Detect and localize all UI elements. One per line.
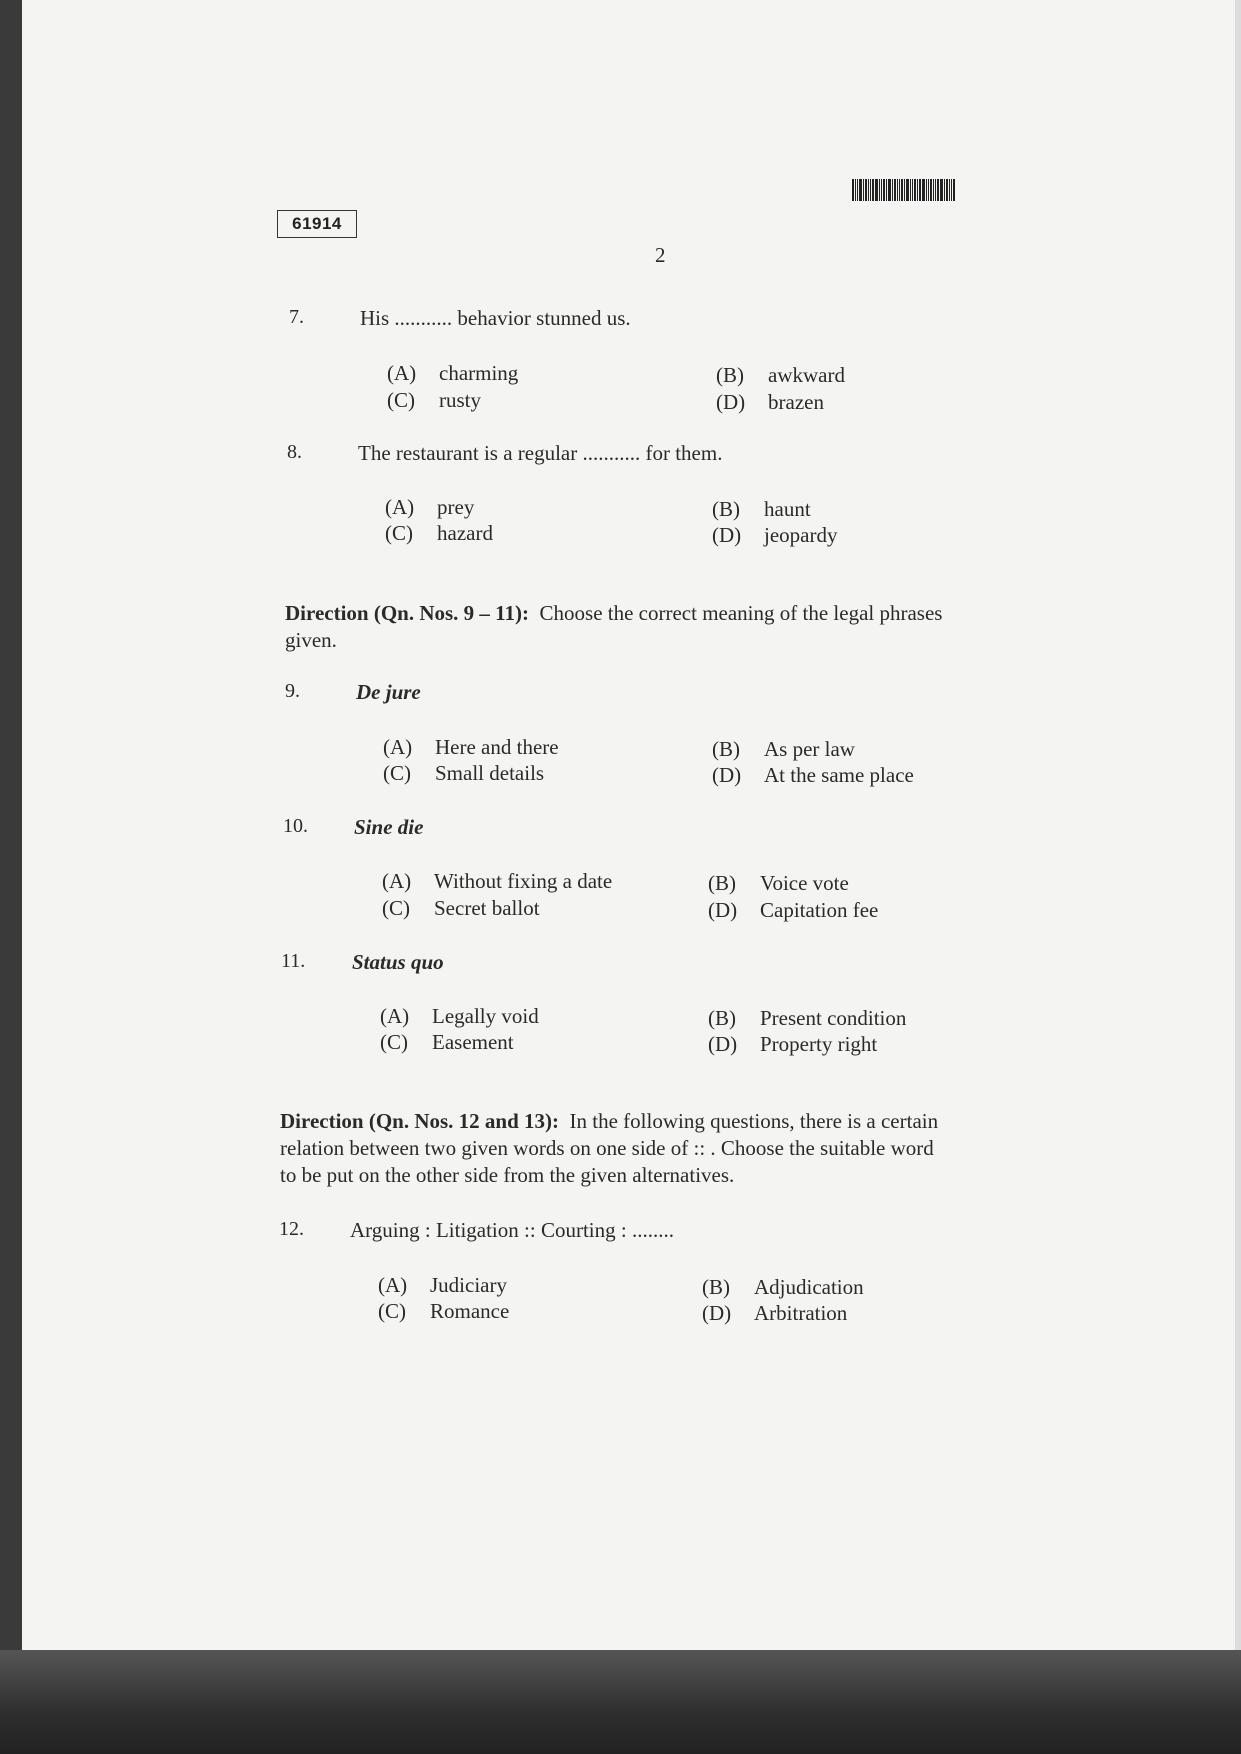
scanner-background <box>0 1650 1241 1754</box>
barcode-bar <box>928 179 929 201</box>
barcode-bar <box>870 179 871 201</box>
option-text: hazard <box>437 521 493 545</box>
option-d <box>712 523 837 548</box>
option-d <box>702 1301 847 1326</box>
question-number: 10. <box>283 815 308 837</box>
barcode-bar <box>881 179 882 201</box>
option-text: Easement <box>432 1030 514 1054</box>
option-text: haunt <box>764 497 811 521</box>
barcode-bar <box>919 179 921 201</box>
paper-code-box: 61914 <box>277 210 357 238</box>
option-d <box>712 763 914 788</box>
option-text: prey <box>437 495 475 519</box>
option-text: Capitation fee <box>760 898 879 922</box>
option-d <box>716 390 824 415</box>
barcode-bar <box>892 179 893 201</box>
option-letter: (D) <box>708 898 738 922</box>
option-letter: (C) <box>380 1030 408 1054</box>
option-letter: (A) <box>380 1004 410 1028</box>
option-text: charming <box>439 361 519 385</box>
barcode-bar <box>883 179 885 201</box>
barcode <box>852 179 983 201</box>
option-letter: (B) <box>712 737 740 761</box>
option-text: Without fixing a date <box>434 869 613 893</box>
barcode-bar <box>906 179 909 201</box>
barcode-bar <box>863 179 864 201</box>
barcode-bar <box>859 179 862 201</box>
option-text: Legally void <box>432 1004 539 1028</box>
direction-label: Direction (Qn. Nos. 9 – 11): <box>285 601 530 625</box>
barcode-bar <box>875 179 878 201</box>
direction-label: Direction (Qn. Nos. 12 and 13): <box>280 1109 560 1133</box>
direction-text-cont: given. <box>285 628 337 652</box>
option-letter: (C) <box>382 896 410 920</box>
question-number: 12. <box>279 1218 304 1240</box>
option-letter: (B) <box>712 497 740 521</box>
option-letter: (A) <box>387 361 417 385</box>
direction-block <box>285 600 1055 654</box>
barcode-bar <box>937 179 939 201</box>
option-text: Voice vote <box>760 871 849 895</box>
option-c <box>382 896 540 921</box>
barcode-bar <box>855 179 856 201</box>
option-letter: (B) <box>708 871 736 895</box>
question-number: 11. <box>281 950 306 972</box>
option-a <box>382 869 612 894</box>
option-b <box>716 363 845 388</box>
option-text: Judiciary <box>430 1273 507 1297</box>
option-text: Small details <box>435 761 545 785</box>
barcode-bar <box>914 179 916 201</box>
option-c <box>383 761 544 786</box>
barcode-bar <box>935 179 936 201</box>
option-text: brazen <box>768 390 824 414</box>
barcode-bar <box>926 179 927 201</box>
option-text: Arbitration <box>754 1301 848 1325</box>
legal-phrase: De jure <box>356 680 421 704</box>
option-text: Adjudication <box>754 1275 864 1299</box>
barcode-bar <box>879 179 880 201</box>
option-text: jeopardy <box>764 523 838 547</box>
barcode-bar <box>940 179 943 201</box>
barcode-bar <box>865 179 867 201</box>
barcode-bar <box>917 179 918 201</box>
option-b <box>712 497 811 522</box>
option-letter: (C) <box>383 761 411 785</box>
page-edge-shadow <box>1235 0 1241 1652</box>
exam-page <box>22 0 1241 1652</box>
option-letter: (D) <box>712 523 742 547</box>
option-d <box>708 898 878 923</box>
barcode-bar <box>910 179 911 201</box>
option-letter: (B) <box>716 363 744 387</box>
barcode-bar <box>872 179 874 201</box>
option-letter: (D) <box>716 390 746 414</box>
option-text: Present condition <box>760 1006 907 1030</box>
option-c <box>378 1299 509 1324</box>
option-letter: (C) <box>387 388 415 412</box>
barcode-bar <box>894 179 896 201</box>
barcode-bar <box>857 179 858 201</box>
legal-phrase: Sine die <box>354 815 424 839</box>
option-a <box>387 361 518 386</box>
direction-line-1: In the following questions, there is a certain <box>569 1109 939 1133</box>
option-text: Romance <box>430 1299 510 1323</box>
direction-text: Choose the correct meaning of the legal phrases <box>539 601 943 625</box>
question-number: 9. <box>285 680 300 702</box>
option-letter: (D) <box>702 1301 732 1325</box>
question-text: Arguing : Litigation :: Courting : ........ <box>350 1218 674 1242</box>
barcode-bar <box>886 179 887 201</box>
barcode-bar <box>888 179 891 201</box>
option-letter: (A) <box>383 735 413 759</box>
option-letter: (A) <box>378 1273 408 1297</box>
option-b <box>708 1006 906 1031</box>
question-text: His ........... behavior stunned us. <box>360 306 631 330</box>
option-d <box>708 1032 877 1057</box>
direction-line-3: to be put on the other side from the given alternatives. <box>280 1163 735 1187</box>
option-b <box>712 737 855 762</box>
barcode-bar <box>922 179 925 201</box>
option-c <box>387 388 481 413</box>
barcode-bar <box>912 179 913 201</box>
question-number: 8. <box>287 441 302 463</box>
barcode-bar <box>901 179 903 201</box>
barcode-bar <box>930 179 932 201</box>
option-text: As per law <box>764 737 855 761</box>
legal-phrase: Status quo <box>352 950 444 974</box>
question-number: 7. <box>289 306 304 328</box>
option-letter: (B) <box>708 1006 736 1030</box>
option-text: rusty <box>439 388 481 412</box>
option-text: Secret ballot <box>434 896 540 920</box>
barcode-bar <box>897 179 898 201</box>
option-letter: (C) <box>385 521 413 545</box>
barcode-bar <box>949 179 950 201</box>
option-letter: (D) <box>712 763 742 787</box>
option-b <box>708 871 849 896</box>
barcode-bar <box>868 179 869 201</box>
option-letter: (D) <box>708 1032 738 1056</box>
option-letter: (B) <box>702 1275 730 1299</box>
direction-line-2: relation between two given words on one side of :: . Choose the suitable word <box>280 1136 934 1160</box>
direction-block <box>280 1108 1060 1189</box>
barcode-bar <box>953 179 955 201</box>
option-letter: (A) <box>382 869 412 893</box>
barcode-bar <box>944 179 945 201</box>
barcode-bar <box>904 179 905 201</box>
option-letter: (A) <box>385 495 415 519</box>
option-a <box>383 735 559 760</box>
option-a <box>385 495 474 520</box>
option-c <box>380 1030 514 1055</box>
option-letter: (C) <box>378 1299 406 1323</box>
page-number: 2 <box>655 243 666 267</box>
option-text: Property right <box>760 1032 878 1056</box>
option-text: At the same place <box>764 763 914 787</box>
barcode-bar <box>946 179 948 201</box>
option-b <box>702 1275 864 1300</box>
option-text: Here and there <box>435 735 559 759</box>
barcode-bar <box>899 179 900 201</box>
question-text: The restaurant is a regular ........... for them. <box>358 441 723 465</box>
barcode-bar <box>852 179 854 201</box>
option-a <box>378 1273 507 1298</box>
option-text: awkward <box>768 363 845 387</box>
option-a <box>380 1004 539 1029</box>
barcode-bar <box>951 179 952 201</box>
barcode-bar <box>933 179 934 201</box>
option-c <box>385 521 493 546</box>
